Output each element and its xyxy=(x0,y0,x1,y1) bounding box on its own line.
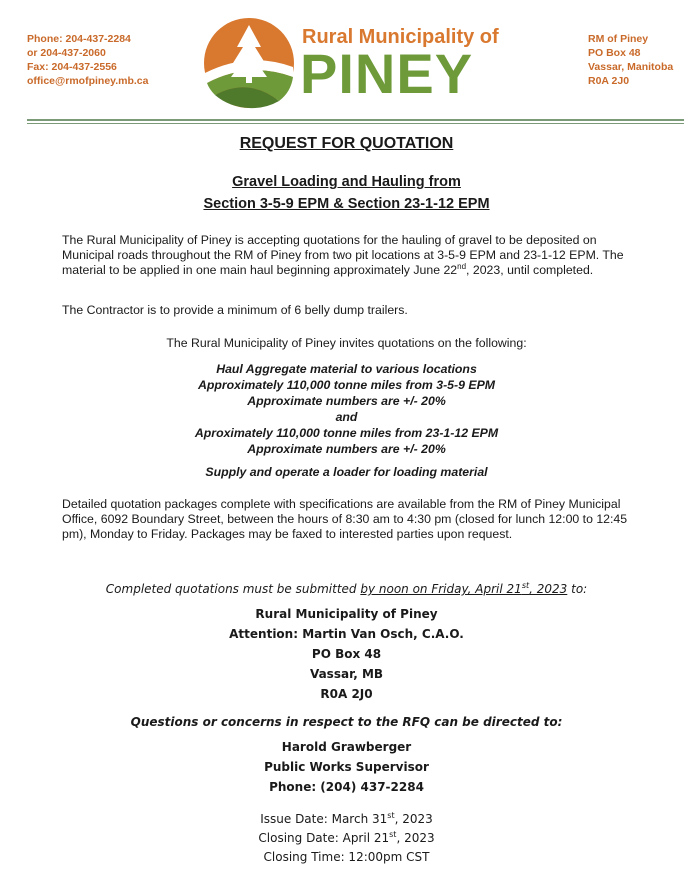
haul-item: Aproximately 110,000 tonne miles from 23-1-12 EPM xyxy=(194,426,499,440)
haul-item: Approximate numbers are +/- 20% xyxy=(247,394,446,408)
address-block xyxy=(588,32,673,88)
submission-deadline: by noon on Friday, April 21st, 2023 xyxy=(360,581,568,596)
contact-name: Harold Grawberger xyxy=(281,740,412,754)
issue-date: Issue Date: March 31st, 2023 xyxy=(260,811,433,826)
phone-line: Phone: 204-437-2284 xyxy=(27,33,131,45)
haul-item: Haul Aggregate material to various locations xyxy=(216,362,477,376)
contact-title: Public Works Supervisor xyxy=(264,760,429,774)
address-line: PO Box 48 xyxy=(588,47,641,59)
submission-address-line: Vassar, MB xyxy=(309,667,384,681)
intro-paragraph: The Rural Municipality of Piney is accepting quotations for the hauling of gravel to be deposited on Municipal roads throughout the RM of Piney from two pit locations at 3-5-9 EPM and 23-1-12 EPM. The material to be applied in one main haul beginning approximately June 22nd, 2023, until completed. xyxy=(62,233,624,277)
submission-address-line: R0A 2J0 xyxy=(320,687,373,701)
submission-address-line: PO Box 48 xyxy=(311,647,382,661)
contact-phone: Phone: (204) 437-2284 xyxy=(269,780,424,794)
submission-address-line: Attention: Martin Van Osch, C.A.O. xyxy=(229,627,464,641)
closing-date: Closing Date: April 21st, 2023 xyxy=(258,830,435,845)
logo-name: PINEY xyxy=(300,42,474,105)
header-divider xyxy=(27,119,684,121)
haul-item: Approximate numbers are +/- 20% xyxy=(247,442,446,456)
trailer-requirement: The Contractor is to provide a minimum of 6 belly dump trailers. xyxy=(62,303,408,317)
quotation-intro: The Rural Municipality of Piney invites quotations on the following: xyxy=(166,336,527,350)
email-line: office@rmofpiney.mb.ca xyxy=(27,75,149,87)
closing-time: Closing Time: 12:00pm CST xyxy=(263,850,430,864)
document-subtitle: Section 3-5-9 EPM & Section 23-1-12 EPM xyxy=(203,196,490,212)
submission-address-line: Rural Municipality of Piney xyxy=(255,607,438,621)
package-details: Detailed quotation packages complete with specifications are available from the RM of Piney Municipal Office, 6092 Boundary Street, between the hours of 8:30 am to 4:30 pm (closed for lunch 12:00 to 12:45 pm), Monday to Friday. Packages may be faxed to interested parties upon request. xyxy=(62,497,628,541)
fax-line: Fax: 204-437-2556 xyxy=(27,61,117,73)
header-divider xyxy=(27,123,684,124)
haul-item: Supply and operate a loader for loading material xyxy=(205,465,488,479)
questions-note: Questions or concerns in respect to the RFQ can be directed to: xyxy=(130,715,563,729)
submission-note: Completed quotations must be submitted by noon on Friday, April 21st, 2023 to: xyxy=(105,581,588,596)
haul-item: Approximately 110,000 tonne miles from 3-5-9 EPM xyxy=(197,378,496,392)
address-line: R0A 2J0 xyxy=(588,75,630,87)
contact-block xyxy=(27,32,148,88)
document-title: REQUEST FOR QUOTATION xyxy=(239,135,454,152)
address-line: Vassar, Manitoba xyxy=(588,61,674,73)
document-subtitle: Gravel Loading and Hauling from xyxy=(232,174,461,190)
phone-alt-line: or 204-437-2060 xyxy=(27,47,106,59)
address-line: RM of Piney xyxy=(588,33,649,45)
logo-subtitle: Rural Municipality of xyxy=(302,26,499,48)
haul-item: and xyxy=(335,410,358,424)
pine-tree-logo-icon xyxy=(203,17,295,109)
